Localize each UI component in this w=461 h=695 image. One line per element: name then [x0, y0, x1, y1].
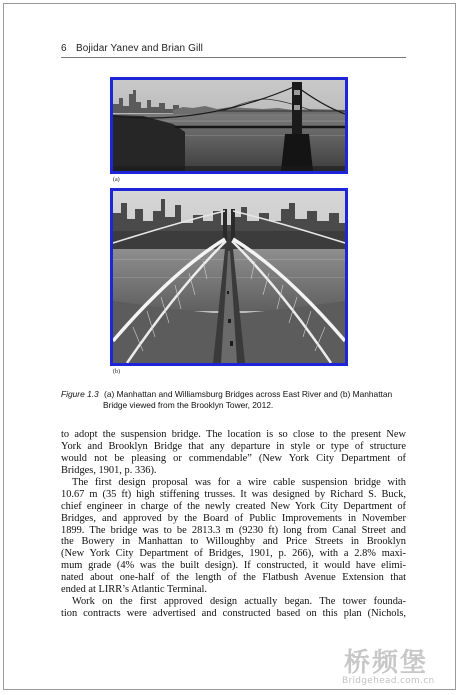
body-text: [61, 429, 406, 620]
figure-photo-a: [110, 77, 348, 174]
caption-figure-label: Figure 1.3: [61, 389, 99, 399]
watermark-url: Bridgehead.com.cn: [342, 676, 435, 686]
caption-text-1: (a) Manhattan and Williamsburg Bridges across East River and (b) Manhattan: [104, 389, 393, 399]
header-rule: [61, 57, 406, 58]
caption-line-1: [61, 389, 406, 400]
body-line: would not be pleasing or commendable” (New York City Department of: [61, 452, 406, 464]
photo-a-image: [113, 80, 345, 171]
body-line: chief engineer in charge of the newly created New York City Department of: [61, 500, 406, 512]
figure-label-a: (a): [113, 177, 120, 183]
figure-caption: [61, 389, 406, 410]
body-line: to adopt the suspension bridge. The location is so close to the present New: [61, 429, 406, 440]
body-line: nated about one-half of the length of the Flatbush Avenue Extension that: [61, 572, 406, 584]
body-line: Work on the first approved design actually began. The tower founda-: [72, 596, 406, 608]
body-line: (New York City Department of Bridges, 1901, p. 266), with a 2.8% maxi-: [61, 548, 406, 560]
watermark-chinese: 桥频堡: [344, 648, 429, 678]
watermark: [340, 642, 450, 692]
body-line: York and Brooklyn Bridge that any departure in style or type of structure: [61, 440, 406, 452]
body-line: ended at LIRR’s Atlantic Terminal.: [61, 584, 207, 596]
body-line: Bridges, 1901, p. 336).: [61, 464, 157, 476]
running-header-authors: Bojidar Yanev and Brian Gill: [76, 43, 203, 54]
figure-photo-b: [110, 188, 348, 366]
page-number: 6: [61, 43, 67, 54]
body-line: mum grade (4% was the built design). If constructed, it would have elimi-: [61, 560, 406, 572]
body-line: Bridges, and approved by the Board of Public Improvements in November: [61, 512, 406, 524]
body-line: 10.67 m (35 ft) high stiffening trusses. It was designed by Richard S. Buck,: [61, 488, 406, 500]
body-line: 1899. The bridge was to be 2813.3 m (9230 ft) long from Canal Street and: [61, 524, 406, 536]
figure-label-b: (b): [113, 369, 120, 375]
caption-line-2: Bridge viewed from the Brooklyn Tower, 2012.: [103, 399, 274, 410]
body-line: tion contracts were advertised and constructed based on this plan (Nichols,: [61, 608, 406, 620]
body-line: the Bowery in Manhattan to Willoughby and Price Streets in Brooklyn: [61, 536, 406, 548]
photo-b-image: [113, 191, 345, 363]
running-header: [61, 41, 406, 57]
body-line: The first design proposal was for a wire cable suspension bridge with: [72, 476, 406, 488]
